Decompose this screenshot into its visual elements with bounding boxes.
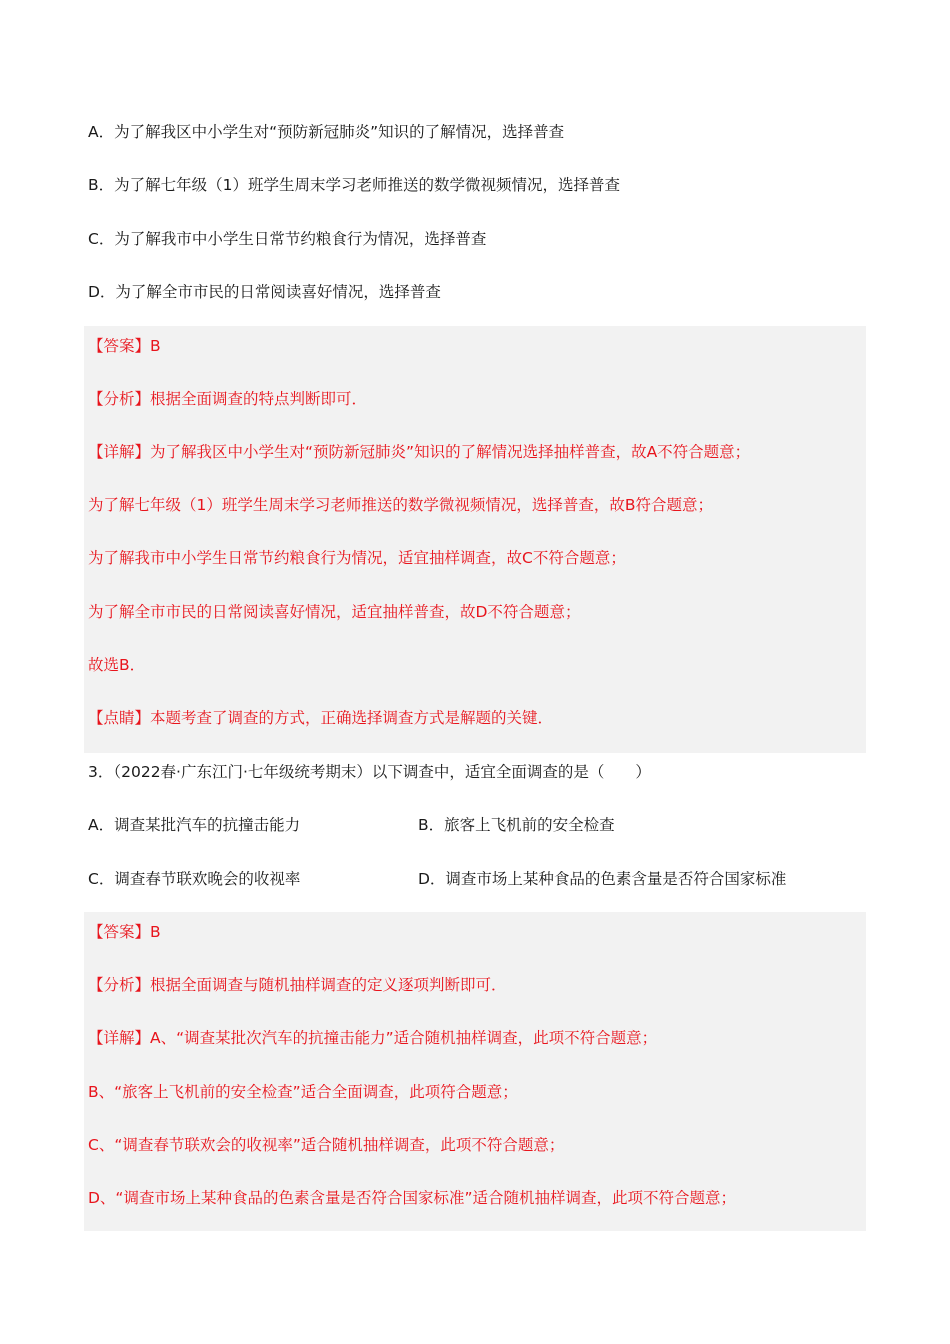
q3-options-row-1: [88, 814, 300, 836]
q2-conclusion: 故选B．: [88, 656, 146, 674]
q2-detail-line: 为了解全市市民的日常阅读喜好情况，适宜抽样普查，故D不符合题意；: [88, 603, 581, 621]
analysis-text: 根据全面调查与随机抽样调查的定义逐项判断即可．: [150, 976, 507, 994]
analysis-text: 根据全面调查的特点判断即可．: [150, 390, 368, 408]
answer-tag: 【答案】: [88, 337, 151, 355]
detail-tag: 【详解】: [88, 443, 151, 461]
q2-option-b: B．为了解七年级（1）班学生周末学习老师推送的数学微视频情况，选择普查: [88, 176, 620, 194]
detail-tag: 【详解】: [88, 1029, 151, 1047]
q3-answer: [88, 921, 161, 943]
q3-solution-box: [84, 912, 866, 1231]
comment-text: 本题考查了调查的方式，正确选择调查方式是解题的关键．: [150, 709, 554, 727]
q3-option-a: A．调查某批汽车的抗撞击能力: [88, 816, 301, 834]
q3-option-b: B．旅客上飞机前的安全检查: [418, 816, 615, 834]
detail-text: A、“调查某批次汽车的抗撞击能力”适合随机抽样调查，此项不符合题意；: [150, 1029, 658, 1047]
analysis-tag: 【分析】: [88, 390, 151, 408]
q3-option-c: C．调查春节联欢晚会的收视率: [88, 870, 301, 888]
q3-detail-line: B、“旅客上飞机前的安全检查”适合全面调查，此项符合题意；: [88, 1083, 518, 1101]
analysis-tag: 【分析】: [88, 976, 151, 994]
q3-detail-line: C、“调查春节联欢会的收视率”适合随机抽样调查，此项不符合题意；: [88, 1136, 565, 1154]
answer-value: B: [150, 923, 161, 941]
comment-tag: 【点睛】: [88, 709, 151, 727]
answer-value: B: [150, 337, 161, 355]
q2-option-a: A．为了解我区中小学生对“预防新冠肺炎”知识的了解情况，选择普查: [88, 123, 565, 141]
q3-analysis: [88, 974, 507, 996]
q3-detail-line: D、“调查市场上某种食品的色素含量是否符合国家标准”适合随机抽样调查，此项不符合题意；: [88, 1189, 736, 1207]
q2-option-c: C．为了解我市中小学生日常节约粮食行为情况，选择普查: [88, 230, 487, 248]
detail-text: 为了解我区中小学生对“预防新冠肺炎”知识的了解情况选择抽样普查，故A不符合题意；: [150, 443, 751, 461]
q2-detail-line: 为了解我市中小学生日常节约粮食行为情况，适宜抽样调查，故C不符合题意；: [88, 549, 626, 567]
q2-detail-line: 为了解七年级（1）班学生周末学习老师推送的数学微视频情况，选择普查，故B符合题意；: [88, 496, 713, 514]
q3-detail-line: [88, 1027, 657, 1049]
q3-stem: 3．（2022春·广东江门·七年级统考期末）以下调查中，适宜全面调查的是（ ）: [88, 763, 651, 781]
q3-option-d: D．调查市场上某种食品的色素含量是否符合国家标准: [418, 870, 787, 888]
answer-tag: 【答案】: [88, 923, 151, 941]
q2-analysis: [88, 388, 367, 410]
q2-option-d: D．为了解全市市民的日常阅读喜好情况，选择普查: [88, 283, 441, 301]
q2-detail-line: [88, 441, 750, 463]
q2-comment: [88, 707, 553, 729]
q2-answer: [88, 335, 161, 357]
